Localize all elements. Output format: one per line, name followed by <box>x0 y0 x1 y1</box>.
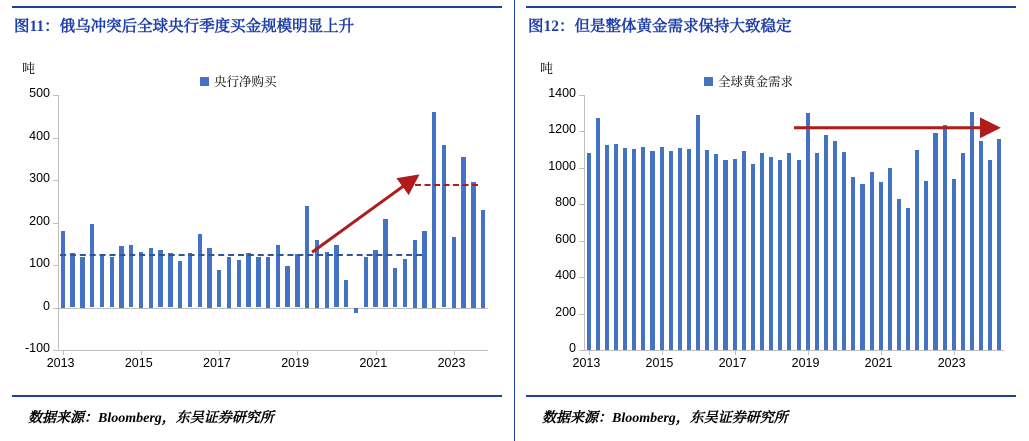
x-tick-mark <box>881 351 882 355</box>
x-tick-label: 2015 <box>124 356 153 370</box>
fig12-source: 数据来源：Bloomberg，东吴证券研究所 <box>542 411 788 426</box>
fig12-top-rule <box>526 6 1016 8</box>
x-tick-mark <box>589 351 590 355</box>
x-tick-mark <box>219 351 220 355</box>
stability-arrow-icon <box>584 95 1004 350</box>
x-tick-label: 2017 <box>718 356 747 370</box>
y-tick-label: 0 <box>43 298 50 313</box>
x-tick-label: 2017 <box>203 356 231 370</box>
x-tick-label: 2019 <box>791 356 820 370</box>
x-tick-mark <box>808 351 809 355</box>
y-tick-label: 600 <box>555 231 576 246</box>
x-tick-label: 2013 <box>572 356 601 370</box>
x-tick-mark <box>297 351 298 355</box>
fig11-title: 图11：俄乌冲突后全球央行季度买金规模明显上升 <box>14 18 355 35</box>
fig12-plot-area <box>548 86 1004 370</box>
y-tick-label: 100 <box>29 256 50 270</box>
fig11-legend-label: 央行净购买 <box>214 75 277 89</box>
x-axis <box>58 350 488 351</box>
fig12-bottom-rule <box>526 395 1016 397</box>
y-tick-label: 1200 <box>548 122 576 137</box>
fig11-bottom-rule <box>12 395 502 397</box>
x-tick-label: 2023 <box>937 356 966 370</box>
fig11-plot-area <box>24 86 488 370</box>
fig12-unit-label: 吨 <box>540 61 554 76</box>
legend-swatch-icon <box>200 77 209 86</box>
x-tick-mark <box>735 351 736 355</box>
y-tick-label: 1400 <box>548 86 576 100</box>
y-tick-label: 400 <box>29 128 50 143</box>
x-tick-mark <box>63 351 64 355</box>
fig12-title: 图12：但是整体黄金需求保持大致稳定 <box>528 18 792 35</box>
panel-fig11 <box>0 0 514 441</box>
y-tick-label: 1000 <box>548 158 576 173</box>
y-tick-label: 300 <box>29 171 50 185</box>
fig11-top-rule <box>12 6 502 8</box>
y-tick-label: 500 <box>29 86 50 100</box>
x-tick-mark <box>454 351 455 355</box>
x-tick-mark <box>376 351 377 355</box>
x-tick-label: 2015 <box>645 356 674 370</box>
y-tick-label: 0 <box>569 341 576 355</box>
x-tick-label: 2019 <box>281 356 310 370</box>
y-tick-label: 400 <box>555 268 576 283</box>
fig11-legend <box>200 72 277 90</box>
fig11-source: 数据来源：Bloomberg，东吴证券研究所 <box>28 411 274 426</box>
y-tick-label: -100 <box>24 341 50 355</box>
fig12-legend <box>704 72 793 90</box>
legend-swatch-icon <box>704 77 713 86</box>
x-tick-mark <box>662 351 663 355</box>
fig11-unit-label: 吨 <box>22 61 36 76</box>
y-tick-label: 200 <box>555 304 576 319</box>
y-tick-label: 200 <box>29 213 50 228</box>
x-tick-mark <box>141 351 142 355</box>
y-tick-label: 800 <box>555 195 576 210</box>
fig12-legend-label: 全球黄金需求 <box>718 75 794 89</box>
x-tick-label: 2023 <box>437 356 466 370</box>
x-tick-label: 2021 <box>359 356 388 370</box>
x-axis <box>584 350 1004 351</box>
x-tick-mark <box>954 351 955 355</box>
x-tick-label: 2013 <box>46 356 75 370</box>
x-tick-label: 2021 <box>864 356 893 370</box>
trend-arrow-icon <box>58 95 488 350</box>
panel-fig12 <box>514 0 1028 441</box>
